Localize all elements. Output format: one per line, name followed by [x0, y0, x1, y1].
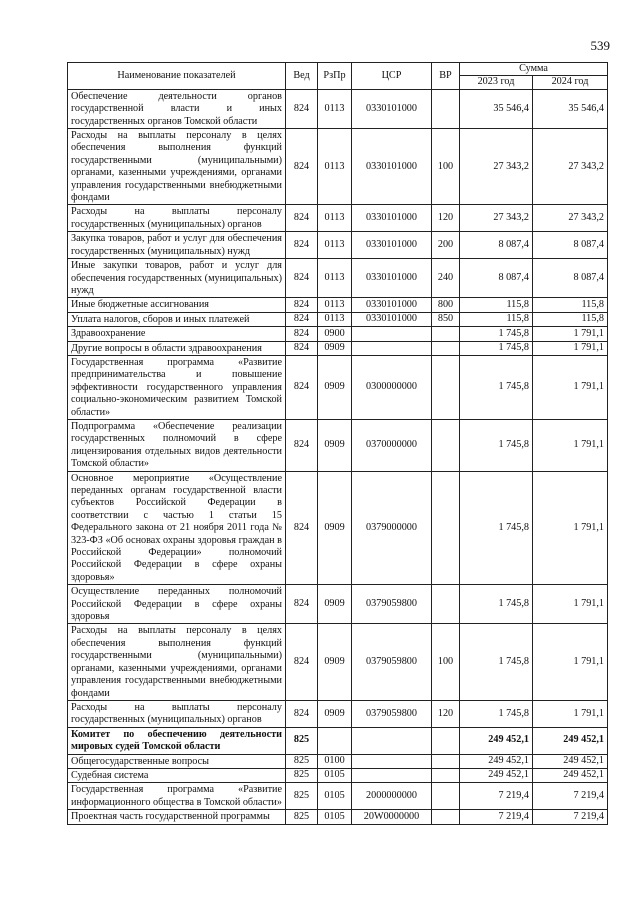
cell-ved: 824 — [286, 298, 318, 312]
cell-csr: 0379059800 — [352, 624, 432, 700]
header-year-2023: 2023 год — [460, 76, 533, 89]
cell-2023: 1 745,8 — [460, 327, 533, 341]
table-row — [68, 471, 608, 585]
cell-name: Расходы на выплаты персоналу государственных (муниципальных) органов — [68, 700, 286, 727]
cell-ved: 824 — [286, 89, 318, 128]
cell-ved: 824 — [286, 205, 318, 232]
cell-2024: 1 791,1 — [533, 327, 608, 341]
cell-2023: 35 546,4 — [460, 89, 533, 128]
cell-ved: 824 — [286, 355, 318, 419]
cell-2023: 249 452,1 — [460, 754, 533, 768]
table-row — [68, 298, 608, 312]
table-row — [68, 624, 608, 700]
cell-rzpr: 0909 — [318, 700, 352, 727]
cell-name: Закупка товаров, работ и услуг для обеспечения государственных (муниципальных) нужд — [68, 232, 286, 259]
cell-ved: 824 — [286, 232, 318, 259]
cell-csr: 0330101000 — [352, 298, 432, 312]
cell-csr: 0330101000 — [352, 232, 432, 259]
cell-2023: 1 745,8 — [460, 624, 533, 700]
cell-name: Государственная программа «Развитие предпринимательства и повышение эффективности государственного управления социально-экономическим развитием Томской области» — [68, 355, 286, 419]
cell-csr: 0379059800 — [352, 700, 432, 727]
cell-ved: 824 — [286, 419, 318, 471]
cell-vr: 800 — [432, 298, 460, 312]
cell-rzpr: 0113 — [318, 259, 352, 298]
cell-csr: 20W0000000 — [352, 810, 432, 824]
cell-csr: 0300000000 — [352, 355, 432, 419]
cell-2023: 1 745,8 — [460, 355, 533, 419]
cell-vr: 100 — [432, 129, 460, 205]
cell-2023: 115,8 — [460, 298, 533, 312]
cell-csr: 0330101000 — [352, 129, 432, 205]
cell-name: Уплата налогов, сборов и иных платежей — [68, 312, 286, 326]
cell-ved: 825 — [286, 783, 318, 810]
cell-vr — [432, 327, 460, 341]
cell-vr — [432, 89, 460, 128]
cell-vr — [432, 768, 460, 782]
cell-2024: 1 791,1 — [533, 341, 608, 355]
cell-csr: 0330101000 — [352, 89, 432, 128]
budget-table — [67, 62, 608, 825]
table-row — [68, 259, 608, 298]
cell-2024: 8 087,4 — [533, 259, 608, 298]
cell-name: Подпрограмма «Обеспечение реализации государственных полномочий в сфере лицензирования отдельных видов деятельности Томской области» — [68, 419, 286, 471]
cell-name: Основное мероприятие «Осуществление переданных органам государственной власти субъектов Российской Федерации в соответствии с частью 1 статьи 15 Федерального закона от 21 ноября 2011 года № 323-ФЗ «Об основах охраны здоровья граждан в Российской Федерации» полномочий Российской Федерации в сфере охраны здоровья» — [68, 471, 286, 585]
cell-2023: 7 219,4 — [460, 783, 533, 810]
table-row — [68, 327, 608, 341]
cell-vr — [432, 355, 460, 419]
cell-vr — [432, 471, 460, 585]
cell-2024: 1 791,1 — [533, 355, 608, 419]
cell-name: Судебная система — [68, 768, 286, 782]
cell-ved: 824 — [286, 585, 318, 624]
cell-csr: 0330101000 — [352, 205, 432, 232]
cell-2024: 1 791,1 — [533, 585, 608, 624]
cell-2023: 7 219,4 — [460, 810, 533, 824]
table-row — [68, 768, 608, 782]
cell-ved: 824 — [286, 471, 318, 585]
cell-csr — [352, 727, 432, 754]
cell-rzpr: 0909 — [318, 341, 352, 355]
cell-vr — [432, 419, 460, 471]
table-row — [68, 355, 608, 419]
cell-name: Комитет по обеспечению деятельности мировых судей Томской области — [68, 727, 286, 754]
cell-ved: 824 — [286, 341, 318, 355]
table-row — [68, 727, 608, 754]
cell-ved: 824 — [286, 327, 318, 341]
cell-2024: 8 087,4 — [533, 232, 608, 259]
cell-2023: 249 452,1 — [460, 727, 533, 754]
header-ved: Вед — [286, 63, 318, 90]
cell-2024: 1 791,1 — [533, 471, 608, 585]
cell-vr: 100 — [432, 624, 460, 700]
cell-ved: 824 — [286, 624, 318, 700]
cell-rzpr: 0100 — [318, 754, 352, 768]
cell-2023: 27 343,2 — [460, 205, 533, 232]
cell-rzpr: 0105 — [318, 768, 352, 782]
header-name: Наименование показателей — [68, 63, 286, 90]
cell-2023: 249 452,1 — [460, 768, 533, 782]
cell-rzpr: 0113 — [318, 89, 352, 128]
cell-2023: 8 087,4 — [460, 259, 533, 298]
cell-csr: 0370000000 — [352, 419, 432, 471]
table-row — [68, 419, 608, 471]
cell-name: Расходы на выплаты персоналу в целях обеспечения выполнения функций государственными (муниципальными) органами, казенными учреждениями, органами управления государственными внебюджетными фондами — [68, 624, 286, 700]
cell-vr — [432, 727, 460, 754]
cell-vr: 240 — [432, 259, 460, 298]
cell-2024: 7 219,4 — [533, 783, 608, 810]
cell-name: Общегосударственные вопросы — [68, 754, 286, 768]
table-row — [68, 312, 608, 326]
cell-2023: 1 745,8 — [460, 585, 533, 624]
cell-ved: 824 — [286, 700, 318, 727]
cell-name: Здравоохранение — [68, 327, 286, 341]
cell-csr — [352, 327, 432, 341]
cell-vr — [432, 585, 460, 624]
cell-2023: 1 745,8 — [460, 419, 533, 471]
cell-rzpr: 0113 — [318, 205, 352, 232]
cell-vr — [432, 754, 460, 768]
cell-name: Иные закупки товаров, работ и услуг для обеспечения государственных (муниципальных) нужд — [68, 259, 286, 298]
cell-rzpr: 0909 — [318, 471, 352, 585]
table-row — [68, 783, 608, 810]
cell-csr — [352, 768, 432, 782]
cell-2024: 115,8 — [533, 298, 608, 312]
cell-name: Расходы на выплаты персоналу государственных (муниципальных) органов — [68, 205, 286, 232]
table-row — [68, 585, 608, 624]
cell-name: Иные бюджетные ассигнования — [68, 298, 286, 312]
header-year-2024: 2024 год — [533, 76, 608, 89]
cell-rzpr: 0900 — [318, 327, 352, 341]
cell-2023: 27 343,2 — [460, 129, 533, 205]
cell-ved: 824 — [286, 259, 318, 298]
cell-vr: 850 — [432, 312, 460, 326]
cell-name: Другие вопросы в области здравоохранения — [68, 341, 286, 355]
cell-name: Проектная часть государственной программы — [68, 810, 286, 824]
header-csr: ЦСР — [352, 63, 432, 90]
cell-csr: 0330101000 — [352, 312, 432, 326]
cell-2024: 249 452,1 — [533, 727, 608, 754]
cell-2023: 115,8 — [460, 312, 533, 326]
cell-ved: 825 — [286, 727, 318, 754]
cell-rzpr: 0105 — [318, 810, 352, 824]
cell-csr — [352, 341, 432, 355]
table-row — [68, 129, 608, 205]
cell-name: Обеспечение деятельности органов государственной власти и иных государственных органов Томской области — [68, 89, 286, 128]
cell-ved: 825 — [286, 754, 318, 768]
cell-vr — [432, 341, 460, 355]
header-rzpr: РзПр — [318, 63, 352, 90]
table-row — [68, 89, 608, 128]
cell-rzpr: 0113 — [318, 312, 352, 326]
cell-vr: 200 — [432, 232, 460, 259]
cell-csr: 2000000000 — [352, 783, 432, 810]
cell-rzpr: 0909 — [318, 624, 352, 700]
cell-2024: 7 219,4 — [533, 810, 608, 824]
cell-rzpr — [318, 727, 352, 754]
page-number: 539 — [590, 38, 610, 53]
cell-vr — [432, 783, 460, 810]
cell-ved: 824 — [286, 129, 318, 205]
cell-2024: 27 343,2 — [533, 205, 608, 232]
cell-ved: 824 — [286, 312, 318, 326]
table-row — [68, 232, 608, 259]
cell-2023: 8 087,4 — [460, 232, 533, 259]
cell-vr: 120 — [432, 205, 460, 232]
cell-csr: 0330101000 — [352, 259, 432, 298]
cell-vr — [432, 810, 460, 824]
cell-name: Расходы на выплаты персоналу в целях обеспечения выполнения функций государственными (муниципальными) органами, казенными учреждениями, органами управления государственными внебюджетными фондами — [68, 129, 286, 205]
cell-rzpr: 0909 — [318, 419, 352, 471]
table-row — [68, 341, 608, 355]
cell-2023: 1 745,8 — [460, 700, 533, 727]
cell-2023: 1 745,8 — [460, 471, 533, 585]
cell-2024: 115,8 — [533, 312, 608, 326]
cell-rzpr: 0909 — [318, 585, 352, 624]
table-row — [68, 810, 608, 824]
cell-2024: 1 791,1 — [533, 700, 608, 727]
cell-2024: 249 452,1 — [533, 768, 608, 782]
cell-2024: 27 343,2 — [533, 129, 608, 205]
cell-rzpr: 0113 — [318, 232, 352, 259]
cell-ved: 825 — [286, 768, 318, 782]
cell-name: Государственная программа «Развитие информационного общества в Томской области» — [68, 783, 286, 810]
table-row — [68, 754, 608, 768]
cell-rzpr: 0113 — [318, 298, 352, 312]
table-row — [68, 700, 608, 727]
cell-rzpr: 0105 — [318, 783, 352, 810]
table-body — [68, 89, 608, 824]
cell-csr: 0379000000 — [352, 471, 432, 585]
cell-ved: 825 — [286, 810, 318, 824]
cell-2024: 249 452,1 — [533, 754, 608, 768]
cell-csr — [352, 754, 432, 768]
cell-name: Осуществление переданных полномочий Российской Федерации в сфере охраны здоровья — [68, 585, 286, 624]
cell-2024: 1 791,1 — [533, 419, 608, 471]
cell-vr: 120 — [432, 700, 460, 727]
cell-csr: 0379059800 — [352, 585, 432, 624]
cell-2024: 1 791,1 — [533, 624, 608, 700]
cell-rzpr: 0909 — [318, 355, 352, 419]
header-sum: Сумма — [460, 63, 608, 76]
table-row — [68, 205, 608, 232]
cell-rzpr: 0113 — [318, 129, 352, 205]
cell-2024: 35 546,4 — [533, 89, 608, 128]
cell-2023: 1 745,8 — [460, 341, 533, 355]
header-vr: ВР — [432, 63, 460, 90]
